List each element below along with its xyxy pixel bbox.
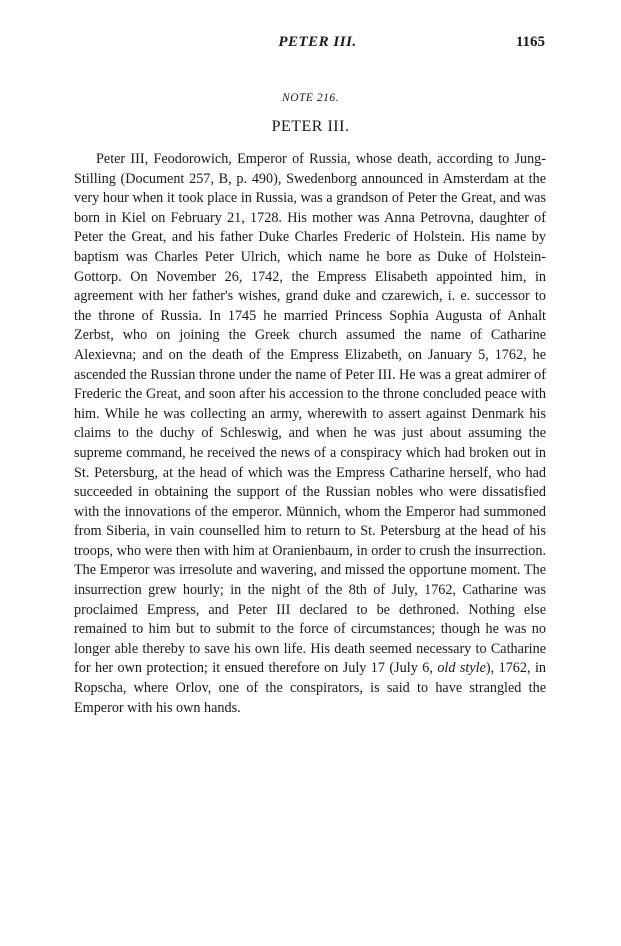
body-paragraph [74, 150, 546, 718]
note-label: NOTE 216. [282, 92, 339, 104]
body-text-end: ), 1762, in Ropscha, where Orlov, one of the conspirators, is said to have strangled the Emperor with his own hands. [74, 660, 546, 716]
body-text [74, 150, 546, 718]
body-text-main: Peter III, Feodorowich, Emperor of Russia, whose death, according to Jung-Stilling (Document 257, B, p. 490), Swedenborg announced in Amsterdam at the very hour when it took place in Russia, was a grandson of Peter the Great, and was born in Kiel on February 21, 1728. His mother was Anna Petrovna, daughter of Peter the Great, and his father Duke Charles Frederic of Holstein. His name by baptism was Charles Peter Ulrich, which name he bore as Duke of Holstein-Gottorp. On November 26, 1742, the Empress Elisabeth appointed him, in agreement with her father's wishes, grand duke and czarewich, i. e. successor to the throne of Russia. In 1745 he married Princess Sophia Augusta of Anhalt Zerbst, who on joining the Greek church assumed the name of Catharine Alexievna; and on the death of the Empress Elizabeth, on January 5, 1762, he ascended the Russian throne under the name of Peter III. He was a great admirer of Frederic the Great, and soon after his accession to the throne concluded peace with him. While he was collecting an army, wherewith to assert against Denmark his claims to the duchy of Schleswig, and when he was just about assuming the supreme command, he received the news of a conspiracy which had broken out in St. Petersburg, at the head of which was the Empress Catharine herself, who had succeeded in obtaining the support of the Russian nobles who were dissatisfied with the innovations of the emperor. Münnich, whom the Emperor had summoned from Siberia, in vain counselled him to return to St. Petersburg at the head of his troops, who were then with him at Oranienbaum, in order to crush the insurrection. The Emperor was irresolute and wavering, and missed the opportune moment. The insurrection grew hourly; in the night of the 8th of July, 1762, Catharine was proclaimed Empress, and Peter III declared to be dethroned. Nothing else remained to him but to submit to the force of circumstances; though he was no longer able thereby to save his own life. His death seemed necessary to Catharine for her own protection; it ensued therefore on July 17 (July 6, [74, 151, 546, 677]
note-title: PETER III. [271, 118, 350, 135]
page-number: 1165 [515, 34, 545, 50]
running-title: PETER III. [278, 34, 357, 50]
body-text-italic: old style [437, 660, 486, 677]
running-head [90, 34, 545, 54]
